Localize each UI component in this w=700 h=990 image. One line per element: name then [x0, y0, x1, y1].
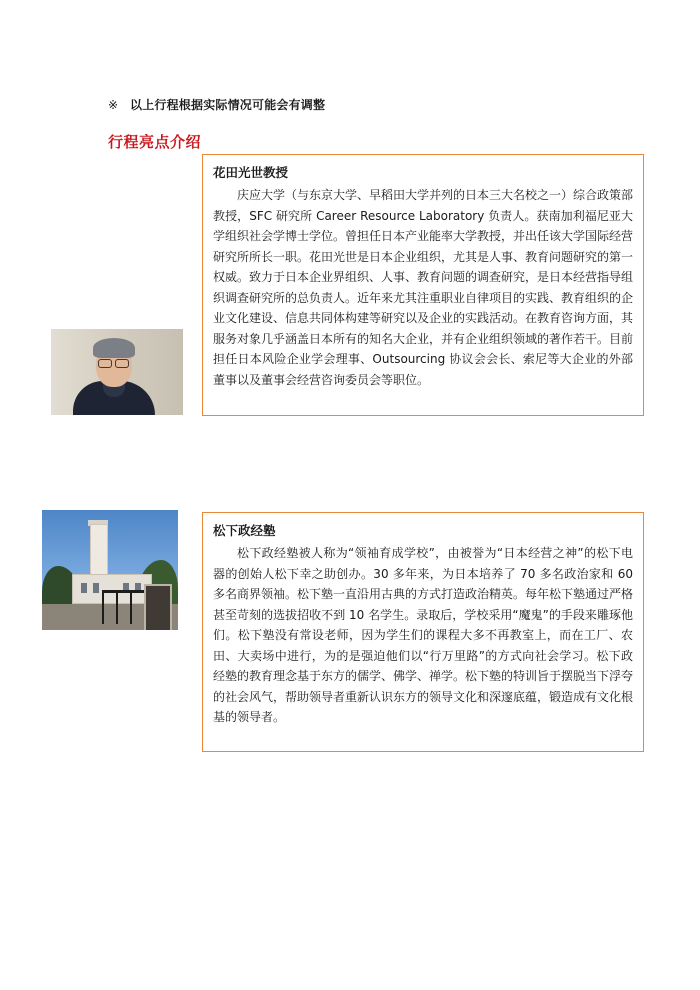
profile-card-hanada: [202, 154, 644, 416]
institution-name: 松下政经塾: [213, 523, 276, 538]
note-mark: ※: [108, 98, 119, 112]
section-title: 行程亮点介绍: [108, 133, 202, 151]
note-text: 以上行程根据实际情况可能会有调整: [130, 98, 326, 112]
profile-description: 庆应大学（与东京大学、早稻田大学并列的日本三大名校之一）综合政策部教授，SFC 研究所 Career Resource Laboratory 负责人。获南加利福尼亚大学组织社会学博士学位。曾担任日本产业能率大学教授，并出任该大学国际经营研究所所长一职。花田光世是日本企业组织，尤其是人事、教育问题研究的第一权威。致力于日本企业界组织、人事、教育问题的调查研究，是日本经营指导组织调查研究所的总负责人。近年来尤其注重职业自律项目的实践、教育组织的企业文化建设、信息共同体构建等研究以及企业的实践活动。在教育咨询方面，其服务对象几乎涵盖日本所有的知名大企业，并有企业组织领域的著作若干。目前担任日本风险企业学会理事、Outsourcing 协议会会长、索尼等大企业的外部董事以及董事会经营咨询委员会等职位。: [213, 188, 634, 387]
profile-card-matsushita: [202, 512, 644, 752]
profile-name: 花田光世教授: [213, 165, 289, 180]
schedule-note: [108, 96, 325, 113]
institution-description: 松下政经塾被人称为“领袖育成学校”，由被誉为“日本经营之神”的松下电器的创始人松下幸之助创办。30 多年来，为日本培养了 70 多名政治家和 60 多名商界领袖。松下塾一直沿用古典的方式打造政治精英。每年松下塾通过严格甚至苛刻的选拔招收不到 10 名学生。录取后，学校采用“魔鬼”的手段来雕琢他们。松下塾没有常设老师，因为学生们的课程大多不再教室上，而在工厂、农田、大卖场中进行，为的是强迫他们以“行万里路”的方式向社会学习。松下政经塾的教育理念基于东方的儒学、佛学、禅学。松下塾的特训旨于摆脱当下浮夸的社会风气，帮助领导者重新认识东方的领导文化和深邃底蕴，锻造成有文化根基的领导者。: [213, 546, 634, 724]
professor-portrait: [51, 329, 183, 415]
school-building-photo: [42, 510, 178, 630]
